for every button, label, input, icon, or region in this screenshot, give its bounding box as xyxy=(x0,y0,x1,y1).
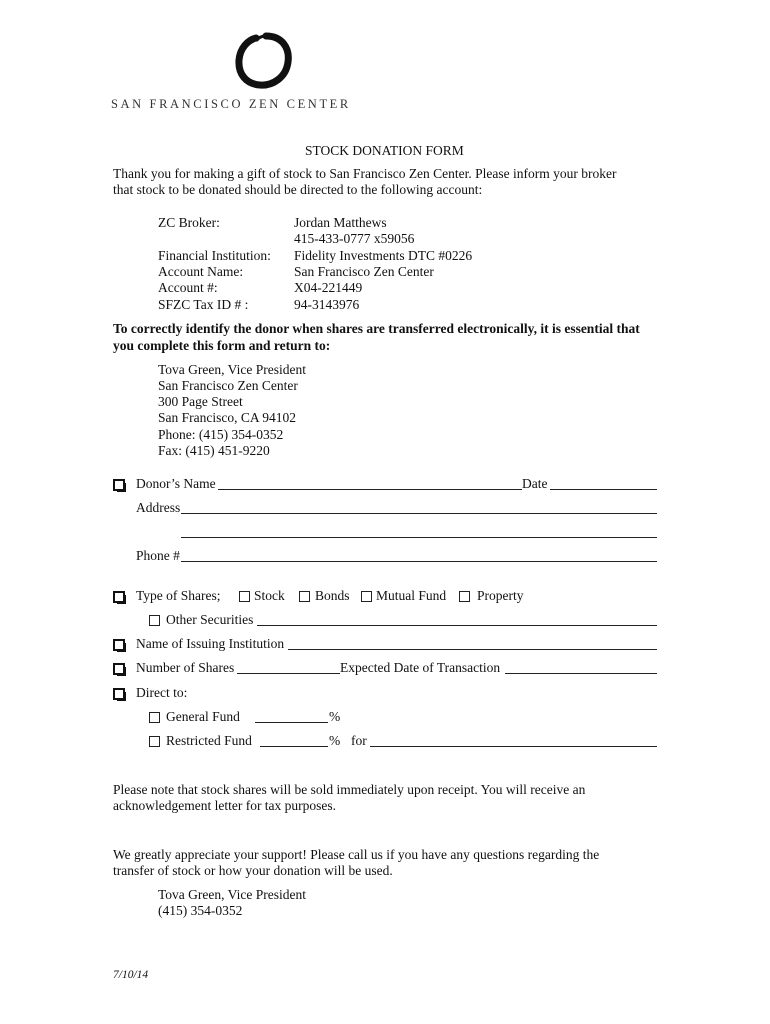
property-checkbox[interactable] xyxy=(459,591,470,602)
date-label: Date xyxy=(522,476,548,491)
institution-value: Fidelity Investments DTC #0226 xyxy=(294,248,473,263)
issuing-institution-label: Name of Issuing Institution xyxy=(136,636,285,651)
form-title: STOCK DONATION FORM xyxy=(305,143,464,158)
account-number-value: X04-221449 xyxy=(294,280,363,295)
restricted-fund-percent-sign: % xyxy=(329,733,341,748)
return-street: 300 Page Street xyxy=(158,394,243,409)
account-number-label: Account #: xyxy=(158,280,218,295)
org-name-logotype: SAN FRANCISCO ZEN CENTER xyxy=(111,97,351,111)
restricted-fund-label: Restricted Fund xyxy=(166,733,252,748)
stock-label: Stock xyxy=(254,588,285,603)
number-of-shares-label: Number of Shares xyxy=(136,660,235,675)
address-label: Address xyxy=(136,500,181,515)
tax-id-label: SFZC Tax ID # : xyxy=(158,297,249,312)
version-date: 7/10/14 xyxy=(113,969,149,981)
general-fund-checkbox[interactable] xyxy=(149,712,160,723)
zen-circle-logo-icon xyxy=(230,32,296,90)
notice-line-2: you complete this form and return to: xyxy=(113,338,331,353)
issuing-institution-field[interactable] xyxy=(288,649,657,650)
direct-to-checkbox[interactable] xyxy=(113,688,125,700)
general-fund-percent-field[interactable] xyxy=(255,722,328,723)
expected-date-field[interactable] xyxy=(505,673,657,674)
general-fund-percent-sign: % xyxy=(329,709,341,724)
broker-phone: 415-433-0777 x59056 xyxy=(294,231,415,246)
issuing-institution-checkbox[interactable] xyxy=(113,639,125,651)
return-name: Tova Green, Vice President xyxy=(158,362,306,377)
mutual-fund-label: Mutual Fund xyxy=(376,588,447,603)
restricted-fund-for-label: for xyxy=(351,733,367,748)
number-of-shares-field[interactable] xyxy=(237,673,340,674)
return-phone: Phone: (415) 354-0352 xyxy=(158,427,284,442)
type-of-shares-label: Type of Shares; xyxy=(136,588,221,603)
donor-name-label: Donor’s Name xyxy=(136,476,216,491)
other-securities-checkbox[interactable] xyxy=(149,615,160,626)
signoff-name: Tova Green, Vice President xyxy=(158,887,306,902)
broker-name: Jordan Matthews xyxy=(294,215,387,230)
return-fax: Fax: (415) 451-9220 xyxy=(158,443,270,458)
type-of-shares-checkbox[interactable] xyxy=(113,591,125,603)
signoff-phone: (415) 354-0352 xyxy=(158,903,243,918)
expected-date-label: Expected Date of Transaction xyxy=(340,660,501,675)
phone-field[interactable] xyxy=(181,561,657,562)
address-field-line-2[interactable] xyxy=(181,537,657,538)
institution-label: Financial Institution: xyxy=(158,248,271,263)
donor-name-checkbox[interactable] xyxy=(113,479,125,491)
stock-checkbox[interactable] xyxy=(239,591,250,602)
restricted-fund-purpose-field[interactable] xyxy=(370,746,657,747)
closing-line-2: transfer of stock or how your donation will be used. xyxy=(113,863,393,878)
note-line-1: Please note that stock shares will be sold immediately upon receipt. You will receive an xyxy=(113,782,586,797)
closing-line-1: We greatly appreciate your support! Please call us if you have any questions regarding the xyxy=(113,847,600,862)
address-field-line-1[interactable] xyxy=(181,513,657,514)
broker-label: ZC Broker: xyxy=(158,215,220,230)
tax-id-value: 94-3143976 xyxy=(294,297,360,312)
return-city: San Francisco, CA 94102 xyxy=(158,410,296,425)
general-fund-label: General Fund xyxy=(166,709,240,724)
intro-line-1: Thank you for making a gift of stock to San Francisco Zen Center. Please inform your broker xyxy=(113,166,617,181)
date-field[interactable] xyxy=(550,489,657,490)
other-securities-field[interactable] xyxy=(257,625,657,626)
bonds-label: Bonds xyxy=(315,588,350,603)
donor-name-field[interactable] xyxy=(218,489,522,490)
direct-to-label: Direct to: xyxy=(136,685,188,700)
bonds-checkbox[interactable] xyxy=(299,591,310,602)
note-line-2: acknowledgement letter for tax purposes. xyxy=(113,798,337,813)
intro-line-2: that stock to be donated should be directed to the following account: xyxy=(113,182,483,197)
account-name-value: San Francisco Zen Center xyxy=(294,264,434,279)
other-securities-label: Other Securities xyxy=(166,612,254,627)
phone-label: Phone # xyxy=(136,548,180,563)
notice-line-1: To correctly identify the donor when shares are transferred electronically, it is essential that xyxy=(113,321,640,336)
restricted-fund-percent-field[interactable] xyxy=(260,746,328,747)
mutual-fund-checkbox[interactable] xyxy=(361,591,372,602)
number-of-shares-checkbox[interactable] xyxy=(113,663,125,675)
return-org: San Francisco Zen Center xyxy=(158,378,298,393)
account-name-label: Account Name: xyxy=(158,264,244,279)
property-label: Property xyxy=(477,588,524,603)
restricted-fund-checkbox[interactable] xyxy=(149,736,160,747)
